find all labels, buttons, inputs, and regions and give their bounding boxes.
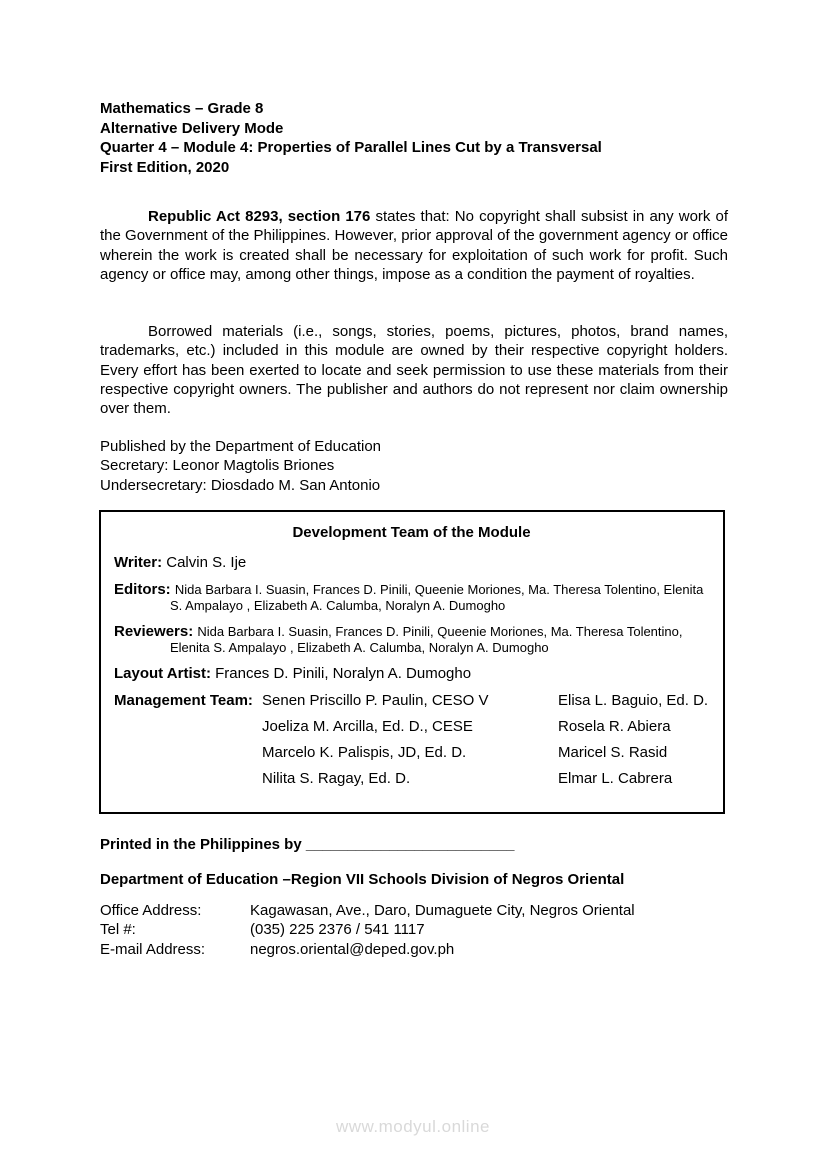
header-line-subject: Mathematics – Grade 8 (100, 100, 264, 117)
contact-row-telephone (100, 920, 728, 939)
email-label: E-mail Address: (100, 940, 206, 958)
layout-artist-row (114, 666, 709, 682)
office-address-value: Kagawasan, Ave., Daro, Dumaguete City, Negros Oriental (250, 902, 635, 919)
republic-act-lead: Republic Act 8293, section 176 (148, 208, 371, 225)
reviewers-names: Nida Barbara I. Suasin, Frances D. Pinili, Queenie Moriones, Ma. Theresa Tolentino, Elenita S. Ampalayo , Elizabeth A. Calumba, Noralyn A. Dumogho (170, 624, 683, 655)
printed-in-philippines-line (100, 836, 514, 853)
printed-by-label: Printed in the Philippines by (100, 836, 302, 853)
management-member-right: Rosela R. Abiera (558, 718, 671, 735)
header-line-mode: Alternative Delivery Mode (100, 119, 284, 137)
layout-artist-label: Layout Artist: (114, 665, 211, 682)
undersecretary-line: Undersecretary: Diosdado M. San Antonio (100, 476, 381, 494)
editors-label: Editors: (114, 581, 171, 598)
management-member-right: Elisa L. Baguio, Ed. D. (558, 692, 709, 709)
management-member-left: Joeliza M. Arcilla, Ed. D., CESE (262, 718, 473, 735)
office-address-label: Office Address: (100, 902, 202, 919)
management-member-right: Elmar L. Cabrera (558, 770, 673, 787)
borrowed-materials-paragraph: Borrowed materials (i.e., songs, stories, poems, pictures, photos, brand names, trademarks, etc.) included in this module are owned by their respective copyright holders. Every effort has been exerted to locate and seek permission to use these materials from their respective copyright owners. The publisher and authors do not represent nor claim ownership over them. (100, 323, 728, 418)
telephone-value: (035) 225 2376 / 541 1117 (250, 921, 425, 939)
editors-names: Nida Barbara I. Suasin, Frances D. Pinili, Queenie Moriones, Ma. Theresa Tolentino, Elenita S. Ampalayo , Elizabeth A. Calumba, Noralyn A. Dumogho (170, 582, 704, 613)
management-member-left: Nilita S. Ragay, Ed. D. (262, 770, 411, 787)
writer-names: Calvin S. Ije (166, 554, 247, 571)
printed-by-blank: _________________________ (305, 836, 515, 853)
published-by-line: Published by the Department of Education (100, 438, 382, 455)
management-team-row (114, 771, 709, 787)
module-header (100, 99, 740, 177)
management-team-row (114, 745, 709, 761)
management-team-row (114, 693, 709, 709)
layout-artist-names: Frances D. Pinili, Noralyn A. Dumogho (215, 665, 472, 682)
site-watermark: www.modyul.online (335, 1117, 490, 1136)
copyright-paragraph (100, 207, 728, 284)
development-team-box (99, 510, 725, 814)
header-line-module-title: Quarter 4 – Module 4: Properties of Parallel Lines Cut by a Transversal (100, 139, 602, 156)
reviewers-row (114, 624, 709, 655)
contact-row-email (100, 940, 728, 959)
email-value: negros.oriental@deped.gov.ph (250, 940, 455, 958)
contact-info-block (100, 901, 728, 959)
secretary-line: Secretary: Leonor Magtolis Briones (100, 457, 335, 475)
management-team-row (114, 719, 709, 735)
header-line-edition: First Edition, 2020 (100, 158, 230, 176)
editors-row (114, 582, 709, 613)
division-line: Department of Education –Region VII Schools Division of Negros Oriental (100, 871, 625, 888)
management-member-left: Marcelo K. Palispis, JD, Ed. D. (262, 744, 467, 761)
reviewers-label: Reviewers: (114, 623, 194, 640)
republic-act-body: states that: No copyright shall subsist in any work of the Government of the Philippines. However, prior approval of the government agency or office wherein the work is created shall be necessary for exploitation of such work for profit. Such agency or office may, among other things, impose as a condition the payment of royalties. (100, 208, 728, 283)
management-member-left: Senen Priscillo P. Paulin, CESO V (262, 692, 489, 709)
management-member-right: Maricel S. Rasid (558, 744, 668, 761)
writer-row (114, 555, 709, 571)
development-team-title: Development Team of the Module (292, 524, 531, 541)
telephone-label: Tel #: (100, 921, 136, 939)
management-team-label: Management Team: (114, 692, 253, 709)
writer-label: Writer: (114, 554, 163, 571)
contact-row-office-address (100, 901, 728, 920)
publisher-block (100, 437, 728, 495)
